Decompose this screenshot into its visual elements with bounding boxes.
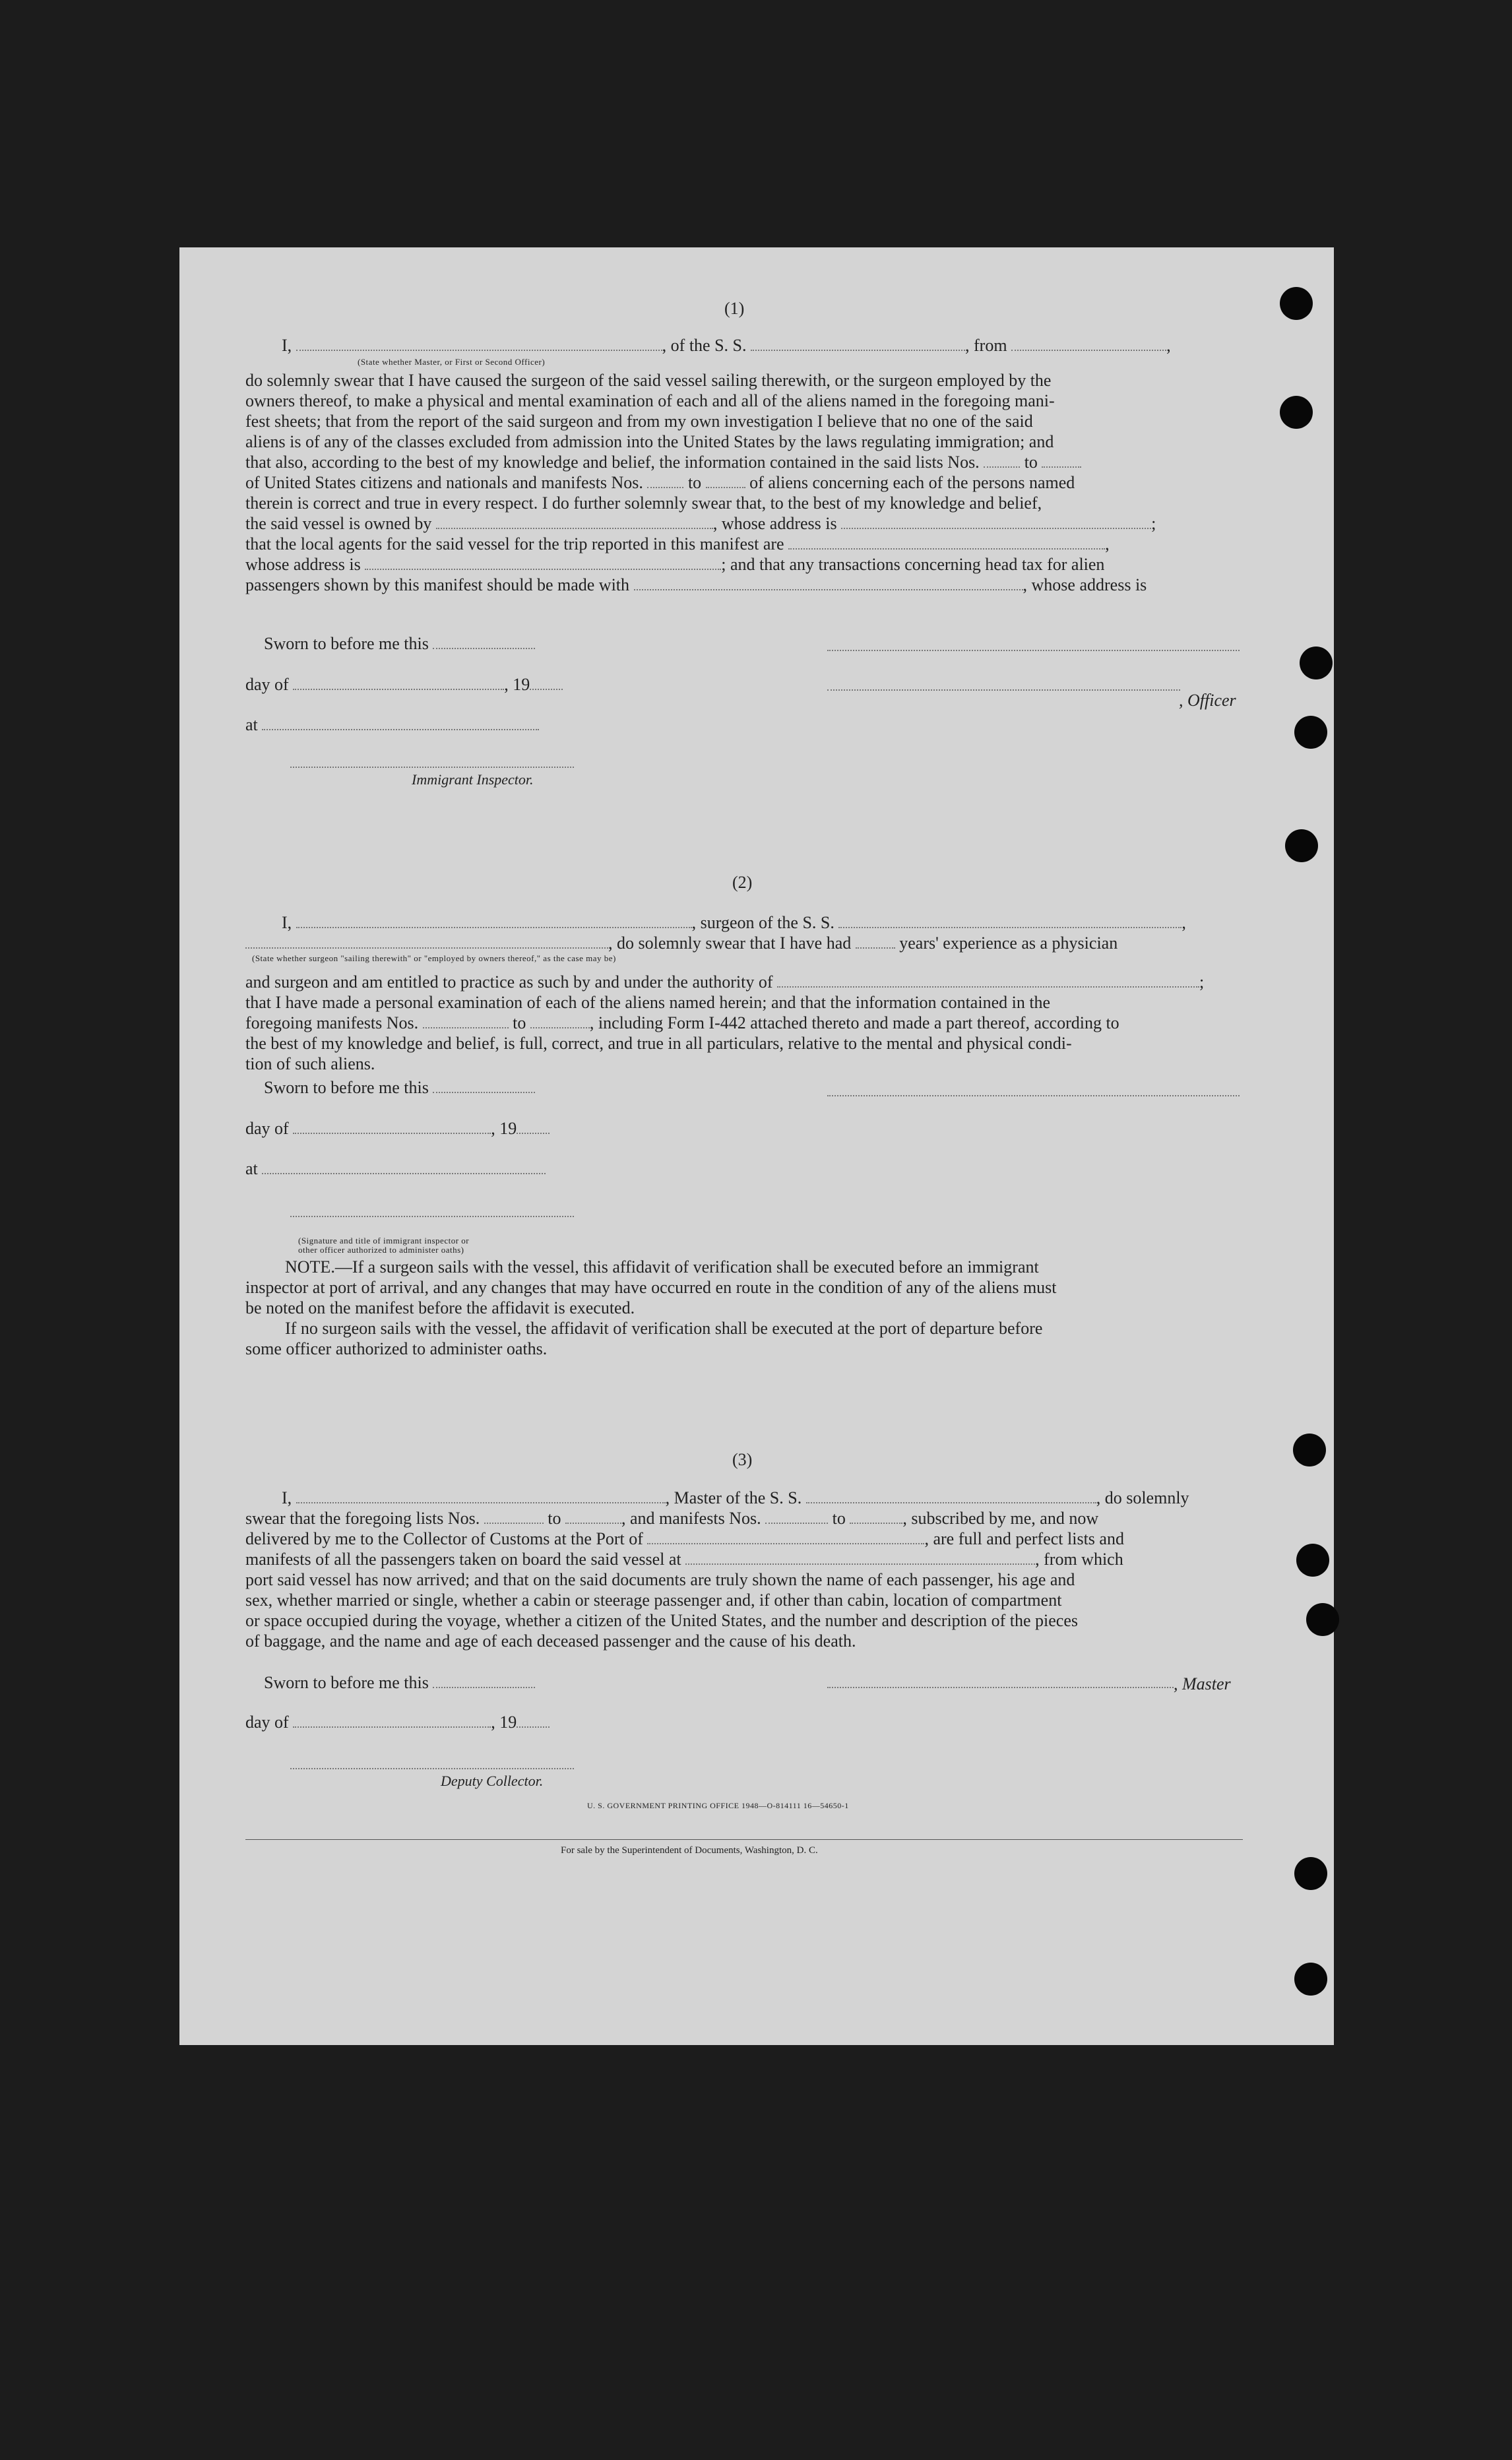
text: Sworn to before me this	[264, 1673, 429, 1692]
years-experience-field[interactable]	[856, 933, 895, 949]
vessel-owner-field[interactable]	[436, 513, 713, 529]
text: and surgeon and am entitled to practice as such by and under the authority of	[245, 972, 773, 992]
text: swear that the foregoing lists Nos.	[245, 1509, 480, 1528]
text: to	[1024, 453, 1038, 472]
officer-signature-line-2[interactable]	[827, 689, 1180, 691]
s3-day-month-field[interactable]	[293, 1712, 491, 1728]
text: to	[687, 473, 702, 492]
at-line	[245, 714, 539, 735]
section1-heading: (1)	[724, 299, 745, 318]
s3-master-signature-line[interactable]	[827, 1687, 1174, 1688]
caption-master-title: (State whether Master, or First or Second Officer)	[358, 357, 546, 367]
text: , 19	[491, 1119, 517, 1138]
text: manifests of all the passengers taken on board the said vessel at	[245, 1550, 681, 1569]
caption-signature-1: (Signature and title of immigrant inspector or	[298, 1236, 470, 1246]
text-line: fest sheets; that from the report of the said surgeon and from my own investigation I believe that no one of the said	[245, 412, 1033, 431]
text: , 19	[504, 675, 530, 694]
text: that the local agents for the said vessel for the trip reported in this manifest are	[245, 534, 784, 553]
text: , do solemnly swear that I have had	[608, 933, 852, 953]
s3-day-line	[245, 1712, 550, 1732]
year-field[interactable]	[530, 674, 563, 690]
text: , Master of the S. S.	[665, 1488, 802, 1507]
text-line: the best of my knowledge and belief, is full, correct, and true in all particulars, relative to the mental and physical condi-	[245, 1034, 1072, 1053]
section3-paragraph	[245, 1488, 1243, 1651]
surgeon-status-field[interactable]	[245, 933, 608, 949]
footer-rule	[245, 1839, 1243, 1840]
binder-hole	[1280, 287, 1313, 320]
caption-signature-2: other officer authorized to administer oaths)	[298, 1245, 464, 1255]
officer-signature-line-1[interactable]	[827, 650, 1240, 651]
note-line: inspector at port of arrival, and any changes that may have occurred en route in the condition of any of the aliens must	[245, 1278, 1057, 1297]
text: at	[245, 1159, 258, 1178]
binder-hole	[1306, 1603, 1339, 1636]
s3-manifests-to-field[interactable]	[850, 1508, 902, 1524]
s2-year-field[interactable]	[517, 1118, 550, 1134]
text: , 19	[491, 1713, 517, 1732]
text: the said vessel is owned by	[245, 514, 432, 533]
s3-sworn-line	[264, 1672, 535, 1693]
note-line: be noted on the manifest before the affidavit is executed.	[245, 1298, 635, 1317]
binder-hole	[1294, 1963, 1327, 1996]
text: to	[832, 1509, 846, 1528]
text-line: aliens is of any of the classes excluded from admission into the United States by the laws regulating immigration; and	[245, 432, 1054, 451]
s3-lists-from-field[interactable]	[484, 1508, 544, 1524]
text-line: sex, whether married or single, whether a cabin or steerage passenger and, if other than cabin, location of compartment	[245, 1591, 1062, 1610]
manifests-from-field[interactable]	[647, 472, 683, 488]
s3-master-name-field[interactable]	[296, 1488, 666, 1503]
section2-paragraph	[245, 972, 1243, 1074]
master-label: , Master	[1174, 1674, 1231, 1693]
s2-place-field[interactable]	[262, 1158, 546, 1174]
sworn-date-field[interactable]	[433, 633, 535, 649]
manifest-form-page	[179, 247, 1334, 2045]
binder-hole	[1280, 396, 1313, 429]
text: day of	[245, 1713, 289, 1732]
text: passengers shown by this manifest should be made with	[245, 575, 630, 594]
text: Sworn to before me this	[264, 1078, 429, 1097]
surgeon-vessel-field[interactable]	[838, 912, 1181, 928]
text: ,	[1105, 534, 1110, 553]
binder-hole	[1294, 1857, 1327, 1890]
text: ;	[1199, 972, 1205, 992]
text: delivered by me to the Collector of Customs at the Port of	[245, 1529, 643, 1548]
note-line: NOTE.—If a surgeon sails with the vessel, this affidavit of verification shall be executed before an immigrant	[285, 1257, 1039, 1277]
text-line: port said vessel has now arrived; and that on the said documents are truly shown the name of each passenger, his age and	[245, 1570, 1075, 1589]
text: , whose address is	[1023, 575, 1147, 594]
officer-label: , Officer	[1179, 691, 1236, 710]
section3-heading: (3)	[732, 1450, 753, 1469]
s2-inspector-signature-line[interactable]	[290, 1216, 574, 1217]
s3-boarding-port-field[interactable]	[685, 1549, 1035, 1565]
binder-hole	[1293, 1434, 1326, 1467]
s3-vessel-field[interactable]	[806, 1488, 1096, 1503]
s2-day-month-field[interactable]	[293, 1118, 491, 1134]
section1-i: I,	[282, 336, 292, 355]
text: ; and that any transactions concerning head tax for alien	[721, 555, 1105, 574]
text-line: of baggage, and the name and age of each deceased passenger and the cause of his death.	[245, 1631, 856, 1651]
text: Sworn to before me this	[264, 634, 429, 653]
text-line: therein is correct and true in every respect. I do further solemnly swear that, to the best of my knowledge and belief,	[245, 493, 1042, 513]
text-line: owners thereof, to make a physical and mental examination of each and all of the aliens named in the foregoing mani-	[245, 391, 1055, 410]
s3-port-field[interactable]	[647, 1529, 924, 1544]
caption-surgeon-status: (State whether surgeon "sailing therewith" or "employed by owners thereof," as the case may be)	[252, 953, 616, 963]
text-line: do solemnly swear that I have caused the surgeon of the said vessel sailing therewith, or the surgeon employed by the	[245, 371, 1052, 390]
text: ,	[1181, 913, 1186, 932]
section2-heading: (2)	[732, 873, 753, 892]
text: , do solemnly	[1096, 1488, 1189, 1507]
text: to	[548, 1509, 561, 1528]
binder-hole	[1294, 716, 1327, 749]
section1-line1	[282, 335, 1171, 356]
text: , including Form I-442 attached thereto and made a part thereof, according to	[589, 1013, 1119, 1032]
place-field[interactable]	[262, 714, 539, 730]
sworn-line	[264, 633, 535, 654]
section2-line1	[282, 912, 1186, 933]
text: ;	[1151, 514, 1156, 533]
text-line: or space occupied during the voyage, whether a citizen of the United States, and the number and description of the pieces	[245, 1611, 1079, 1630]
note-line: If no surgeon sails with the vessel, the affidavit of verification shall be executed at the port of departure before	[285, 1319, 1043, 1338]
owner-address-field[interactable]	[841, 513, 1151, 529]
s2-at-line	[245, 1158, 546, 1179]
lists-to-field[interactable]	[1042, 452, 1081, 468]
text: , are full and perfect lists and	[924, 1529, 1124, 1548]
departure-port-field[interactable]	[1011, 335, 1166, 351]
text: I,	[282, 913, 292, 932]
text-line: that I have made a personal examination of each of the aliens named herein; and that the information contained in the	[245, 993, 1051, 1012]
binder-hole	[1285, 829, 1318, 862]
text-line: that also, according to the best of my knowledge and belief, the information contained in the said lists Nos.	[245, 453, 980, 472]
s2-day-line	[245, 1118, 550, 1139]
head-tax-contact-field[interactable]	[634, 575, 1023, 590]
text: whose address is	[245, 555, 361, 574]
section2-note	[245, 1257, 1243, 1359]
manifests-to-field[interactable]	[706, 472, 745, 488]
text: day of	[245, 1119, 289, 1138]
inspector-label: Immigrant Inspector.	[412, 771, 534, 788]
inspector-signature-line[interactable]	[290, 767, 574, 768]
text: , from which	[1035, 1550, 1123, 1569]
text: foregoing manifests Nos.	[245, 1013, 419, 1032]
text: , surgeon of the S. S.	[691, 913, 835, 932]
text: I,	[282, 1488, 292, 1507]
gpo-imprint: U. S. GOVERNMENT PRINTING OFFICE 1948—O-814111 16—54650-1	[587, 1801, 849, 1810]
text: , and manifests Nos.	[621, 1509, 761, 1528]
comma: ,	[1166, 336, 1171, 355]
text: , whose address is	[712, 514, 837, 533]
s3-manifests-from-field[interactable]	[765, 1508, 828, 1524]
text: at	[245, 715, 258, 734]
s2-manifests-to-field[interactable]	[530, 1013, 590, 1028]
s2-sworn-line	[264, 1077, 535, 1098]
agents-address-field[interactable]	[365, 554, 721, 570]
text: to	[513, 1013, 526, 1032]
s3-year-field[interactable]	[517, 1712, 550, 1728]
binder-hole	[1300, 647, 1333, 679]
s2-sworn-date-field[interactable]	[433, 1077, 535, 1093]
vessel-name-field[interactable]	[751, 335, 965, 351]
section1-paragraph	[245, 370, 1243, 595]
section2-line2	[245, 933, 1118, 953]
collector-label: Deputy Collector.	[441, 1773, 544, 1789]
text-line: tion of such aliens.	[245, 1054, 375, 1073]
note-line: some officer authorized to administer oaths.	[245, 1339, 548, 1358]
text: years' experience as a physician	[899, 933, 1118, 953]
binder-hole	[1296, 1544, 1329, 1577]
day-line	[245, 674, 563, 695]
s3-sworn-date-field[interactable]	[433, 1672, 535, 1688]
sale-notice: For sale by the Superintendent of Documents, Washington, D. C.	[561, 1845, 818, 1856]
s3-lists-to-field[interactable]	[565, 1508, 621, 1524]
text: day of	[245, 675, 289, 694]
s2-manifests-from-field[interactable]	[423, 1013, 509, 1028]
section1-of-ss: , of the S. S.	[662, 336, 747, 355]
s2-surgeon-signature-line[interactable]	[827, 1095, 1240, 1096]
local-agents-field[interactable]	[788, 534, 1105, 550]
text: of aliens concerning each of the persons named	[749, 473, 1075, 492]
text: , subscribed by me, and now	[902, 1509, 1099, 1528]
surgeon-name-field[interactable]	[296, 912, 692, 928]
section1-from: , from	[965, 336, 1007, 355]
master-title-field[interactable]	[296, 335, 662, 351]
practice-authority-field[interactable]	[777, 972, 1199, 988]
lists-from-field[interactable]	[984, 452, 1020, 468]
day-month-field[interactable]	[293, 674, 504, 690]
s3-collector-signature-line[interactable]	[290, 1768, 574, 1769]
text-line: of United States citizens and nationals and manifests Nos.	[245, 473, 643, 492]
